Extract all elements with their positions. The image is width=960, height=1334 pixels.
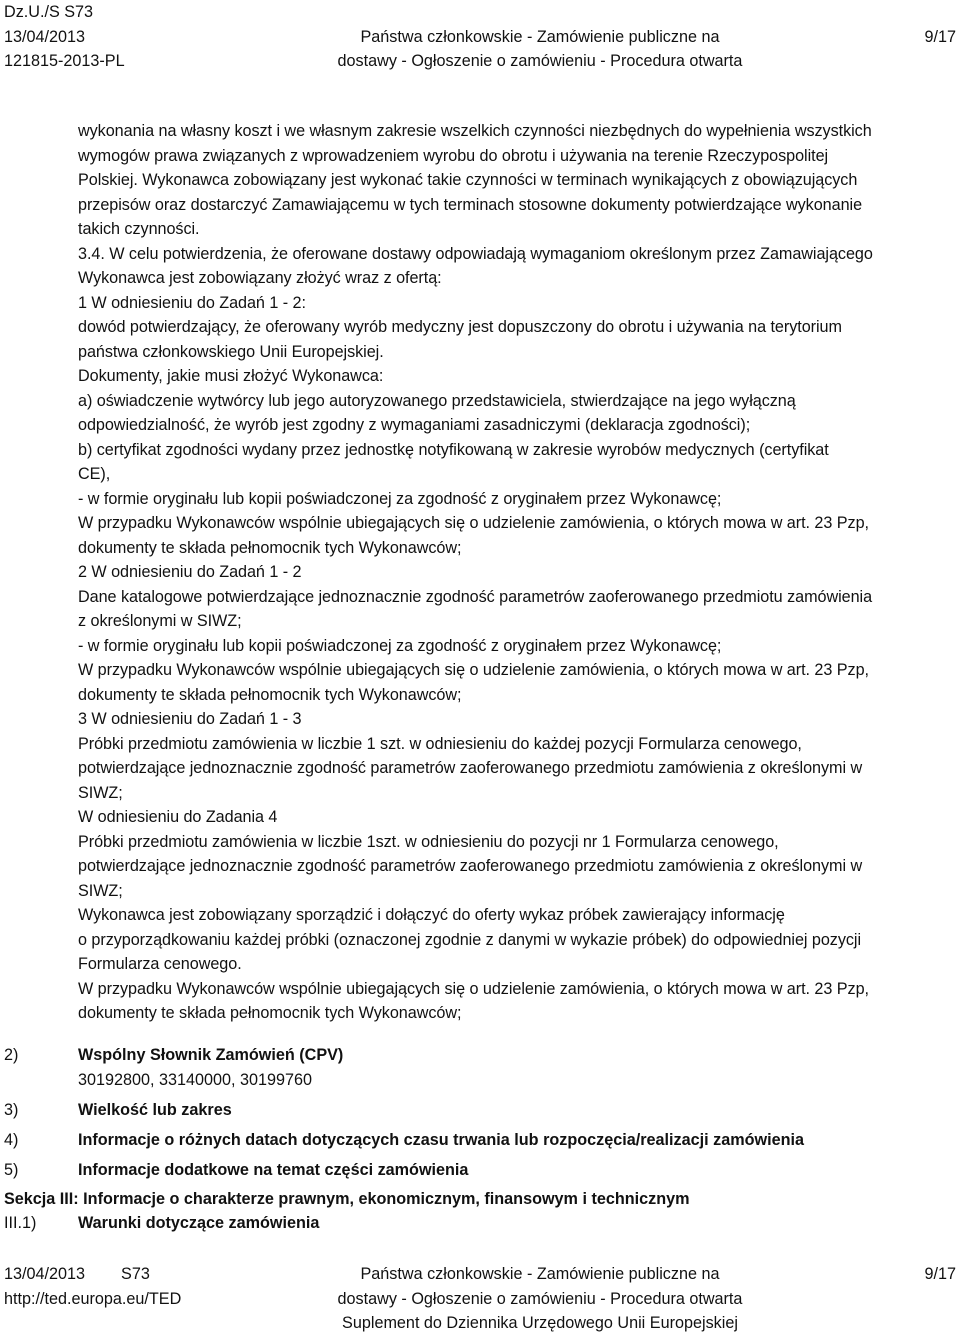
- section-list: [0, 1043, 960, 1188]
- header-page-number: 9/17: [924, 27, 956, 46]
- body-line: Polskiej. Wykonawca zobowiązany jest wykonać takie czynności w terminach wynikających z obowiązujących: [78, 171, 858, 189]
- section-scope: [0, 1098, 960, 1128]
- body-line: państwa członkowskiego Unii Europejskiej.: [78, 342, 384, 361]
- body-line: W przypadku Wykonawców wspólnie ubiegających się o udzielenie zamówienia, o których mowa w art. 23 Pzp,: [78, 979, 869, 998]
- page-header: [0, 0, 960, 72]
- section-number: 4): [4, 1131, 19, 1149]
- section-number: 5): [4, 1161, 19, 1179]
- sekcja-iii-heading: Sekcja III: Informacje o charakterze prawnym, ekonomicznym, finansowym i technicznym: [4, 1190, 690, 1208]
- section-heading: Wielkość lub zakres: [78, 1101, 232, 1119]
- footer-title: [240, 1262, 840, 1334]
- body-line: - w formie oryginału lub kopii poświadczonej za zgodność z oryginałem przez Wykonawcę;: [78, 489, 722, 508]
- body-line: 3.4. W celu potwierdzenia, że oferowane dostawy odpowiadają wymaganiom określonym przez Zamawiającego: [78, 244, 873, 263]
- footer-right: [924, 1262, 956, 1287]
- body-line: potwierdzające jednoznacznie zgodność parametrów zaoferowanego przedmiotu zamówienia z określonymi w: [78, 759, 863, 777]
- body-line: przepisów oraz dostarczyć Zamawiającemu w tych terminach stosowne dokumenty potwierdzające wykonanie: [78, 195, 863, 214]
- body-line: o przyporządkowaniu każdej próbki (oznaczonej zgodnie z danymi w wykazie próbek) do odpowiedniej pozycji: [78, 930, 862, 949]
- section-heading: Informacje o różnych datach dotyczących czasu trwania lub rozpoczęcia/realizacji zamówienia: [78, 1131, 804, 1149]
- body-line: odpowiedzialność, że wyrób jest zgodny z wymaganiami zasadniczymi (deklaracja zgodności);: [78, 416, 751, 434]
- footer-title-line2: dostawy - Ogłoszenie o zamówieniu - Procedura otwarta: [337, 1289, 743, 1308]
- footer-journal: S73: [121, 1265, 150, 1283]
- body-line: Formularza cenowego.: [78, 955, 242, 973]
- header-date: 13/04/2013: [4, 27, 86, 46]
- body-line: z określonymi w SIWZ;: [78, 612, 242, 630]
- body-line: dokumenty te składa pełnomocnik tych Wykonawców;: [78, 538, 462, 557]
- section-number: 2): [4, 1046, 19, 1064]
- header-journal: Dz.U./S S73: [4, 3, 94, 21]
- body-line: dowód potwierdzający, że oferowany wyrób medyczny jest dopuszczony do obrotu i używania na terytorium: [78, 318, 842, 336]
- footer-date-journal: [4, 1262, 181, 1287]
- header-right: [924, 0, 956, 49]
- body-line: 3 W odniesieniu do Zadań 1 - 3: [78, 710, 302, 728]
- body-line: SIWZ;: [78, 881, 123, 900]
- footer-page-number: 9/17: [924, 1265, 956, 1283]
- header-title: [240, 0, 840, 74]
- body-line: SIWZ;: [78, 783, 123, 802]
- body-line: b) certyfikat zgodności wydany przez jednostkę notyfikowaną w zakresie wyrobów medycznych (certyfikat: [78, 440, 829, 459]
- body-line: potwierdzające jednoznacznie zgodność parametrów zaoferowanego przedmiotu zamówienia z określonymi w: [78, 857, 863, 875]
- body-line: Wykonawca jest zobowiązany sporządzić i dołączyć do oferty wykaz próbek zawierający informację: [78, 906, 785, 924]
- body-line: 2 W odniesieniu do Zadań 1 - 2: [78, 563, 302, 581]
- section-heading: Informacje dodatkowe na temat części zamówienia: [78, 1161, 469, 1179]
- body-line: CE),: [78, 465, 111, 483]
- subsection-number: III.1): [4, 1214, 37, 1232]
- section-additional-info: [0, 1158, 960, 1188]
- footer-date: 13/04/2013: [4, 1265, 86, 1283]
- body-line: takich czynności.: [78, 220, 200, 238]
- section-dates: [0, 1128, 960, 1158]
- footer-title-line1: Państwa członkowskie - Zamówienie publiczne na: [360, 1265, 720, 1283]
- page-footer: [0, 1262, 960, 1334]
- body-line: wymogów prawa związanych z wprowadzeniem wyrobu do obrotu i używania na terenie Rzeczypospolitej: [78, 146, 829, 165]
- body-line: Dane katalogowe potwierdzające jednoznacznie zgodność parametrów zaoferowanego przedmiotu zamówienia: [78, 587, 873, 606]
- body-line: W odniesieniu do Zadania 4: [78, 808, 278, 826]
- body-line: dokumenty te składa pełnomocnik tych Wykonawców;: [78, 1004, 462, 1022]
- body-line: dokumenty te składa pełnomocnik tych Wykonawców;: [78, 685, 462, 704]
- section-number: 3): [4, 1101, 19, 1119]
- body-line: 1 W odniesieniu do Zadań 1 - 2:: [78, 293, 306, 312]
- header-left: [4, 0, 125, 74]
- footer-left: [4, 1262, 181, 1311]
- body-line: Próbki przedmiotu zamówienia w liczbie 1 szt. w odniesieniu do każdej pozycji Formularza cenowego,: [78, 734, 802, 753]
- section-cpv: [0, 1043, 960, 1098]
- body-line: a) oświadczenie wytwórcy lub jego autoryzowanego przedstawiciela, stwierdzające na jego wyłączną: [78, 391, 796, 410]
- cpv-codes: 30192800, 33140000, 30199760: [78, 1070, 313, 1089]
- body-line: - w formie oryginału lub kopii poświadczonej za zgodność z oryginałem przez Wykonawcę;: [78, 636, 722, 655]
- document-body: [78, 119, 956, 1026]
- header-doc-id: 121815-2013-PL: [4, 52, 125, 70]
- subsection-heading: Warunki dotyczące zamówienia: [78, 1214, 320, 1232]
- body-line: W przypadku Wykonawców wspólnie ubiegających się o udzielenie zamówienia, o których mowa w art. 23 Pzp,: [78, 661, 869, 679]
- body-line: wykonania na własny koszt i we własnym zakresie wszelkich czynności niezbędnych do wypełnienia wszystkich: [78, 122, 872, 140]
- footer-url[interactable]: http://ted.europa.eu/TED: [4, 1289, 182, 1308]
- body-line: Dokumenty, jakie musi złożyć Wykonawca:: [78, 367, 384, 385]
- subsection-iii-1: [0, 1211, 960, 1237]
- body-line: Wykonawca jest zobowiązany złożyć wraz z ofertą:: [78, 269, 442, 287]
- footer-title-line3: Suplement do Dziennika Urzędowego Unii Europejskiej: [342, 1314, 738, 1332]
- header-title-line1: Państwa członkowskie - Zamówienie publiczne na: [360, 27, 720, 46]
- body-line: Próbki przedmiotu zamówienia w liczbie 1szt. w odniesieniu do pozycji nr 1 Formularza cenowego,: [78, 832, 779, 851]
- body-line: W przypadku Wykonawców wspólnie ubiegających się o udzielenie zamówienia, o których mowa w art. 23 Pzp,: [78, 514, 869, 532]
- section-heading: Wspólny Słownik Zamówień (CPV): [78, 1046, 344, 1064]
- header-title-line2: dostawy - Ogłoszenie o zamówieniu - Procedura otwarta: [337, 52, 743, 70]
